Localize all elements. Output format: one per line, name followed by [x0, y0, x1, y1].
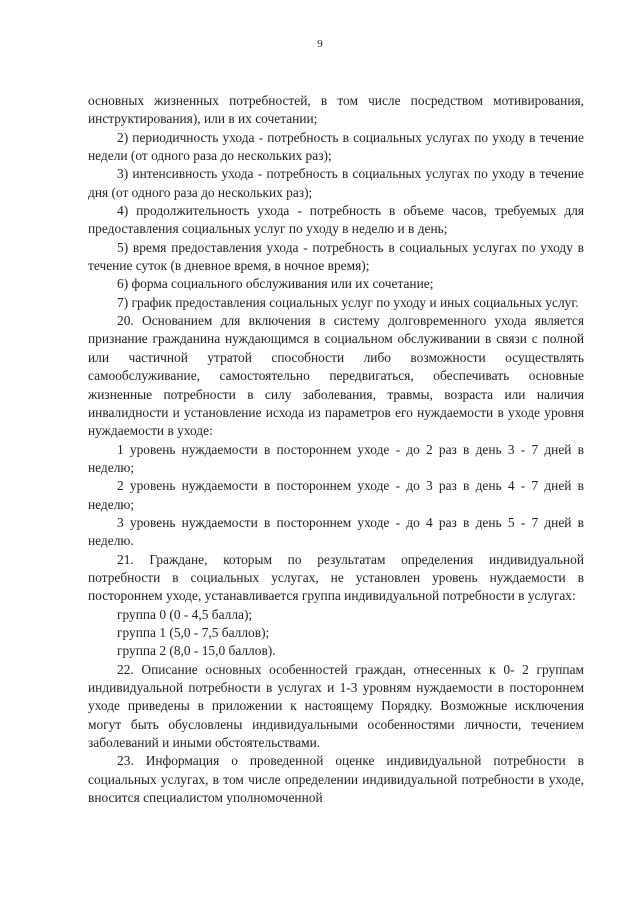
- list-item-5-time: 5) время предоставления ухода - потребность в социальных услугах по уходу в течение суток (в дневное время, в ночное время);: [88, 239, 584, 274]
- page-number: 9: [317, 38, 323, 50]
- document-body: [88, 92, 584, 807]
- paragraph-continuation: основных жизненных потребностей, в том числе посредством мотивирования, инструктирования), или в их сочетании;: [88, 93, 584, 127]
- list-item-2-frequency: 2) периодичность ухода - потребность в социальных услугах по уходу в течение недели (от одного раза до нескольких раз);: [88, 129, 584, 164]
- clause-21: 21. Граждане, которым по результатам определения индивидуальной потребности в социальных услугах, не установлен уровень нуждаемости в постороннем уходе, устанавливается группа индивидуальной потребности в услугах:: [88, 551, 584, 604]
- group-1: группа 1 (5,0 - 7,5 баллов);: [117, 624, 270, 640]
- care-level-1: 1 уровень нуждаемости в постороннем уходе - до 2 раз в день 3 - 7 дней в неделю;: [88, 441, 584, 475]
- list-item-4-duration: 4) продолжительность ухода - потребность в объеме часов, требуемых для предоставления социальных услуг по уходу в неделю и в день;: [88, 203, 584, 237]
- group-0: группа 0 (0 - 4,5 балла);: [117, 606, 253, 622]
- clause-22: 22. Описание основных особенностей граждан, отнесенных к 0- 2 группам индивидуальной потребности в услугах и 1-3 уровням нуждаемости в постороннем уходе приведены в приложении к настоящему Порядку. Возможные исключения могут быть обусловлены индивидуальными особенностями личности, течением заболеваний и иными обстоятельствами.: [88, 661, 584, 751]
- care-level-3: 3 уровень нуждаемости в постороннем уходе - до 4 раз в день 5 - 7 дней в неделю.: [88, 514, 584, 549]
- list-item-7-schedule: 7) график предоставления социальных услуг по уходу и иных социальных услуг.: [117, 294, 579, 310]
- care-level-2: 2 уровень нуждаемости в постороннем уходе - до 3 раз в день 4 - 7 дней в неделю;: [88, 478, 584, 512]
- group-2: группа 2 (8,0 - 15,0 баллов).: [117, 643, 276, 659]
- list-item-6-form: 6) форма социального обслуживания или их сочетание;: [117, 276, 434, 292]
- clause-23: 23. Информация о проведенной оценке индивидуальной потребности в социальных услугах, в том числе определении индивидуальной потребности в уходе, вносится специалистом уполномоченной: [88, 753, 584, 806]
- clause-20: 20. Основанием для включения в систему долговременного ухода является признание гражданина нуждающимся в социальном обслуживании в связи с полной или частичной утратой способности либо возможности осуществлять самообслуживание, самостоятельно передвигаться, обеспечивать основные жизненные потребности в силу заболевания, травмы, возраста или наличия инвалидности и установление исхода из параметров его нуждаемости в уходе уровня нуждаемости в уходе:: [88, 313, 584, 439]
- list-item-3-intensity: 3) интенсивность ухода - потребность в социальных услугах по уходу в течение дня (от одного раза до нескольких раз);: [88, 166, 584, 200]
